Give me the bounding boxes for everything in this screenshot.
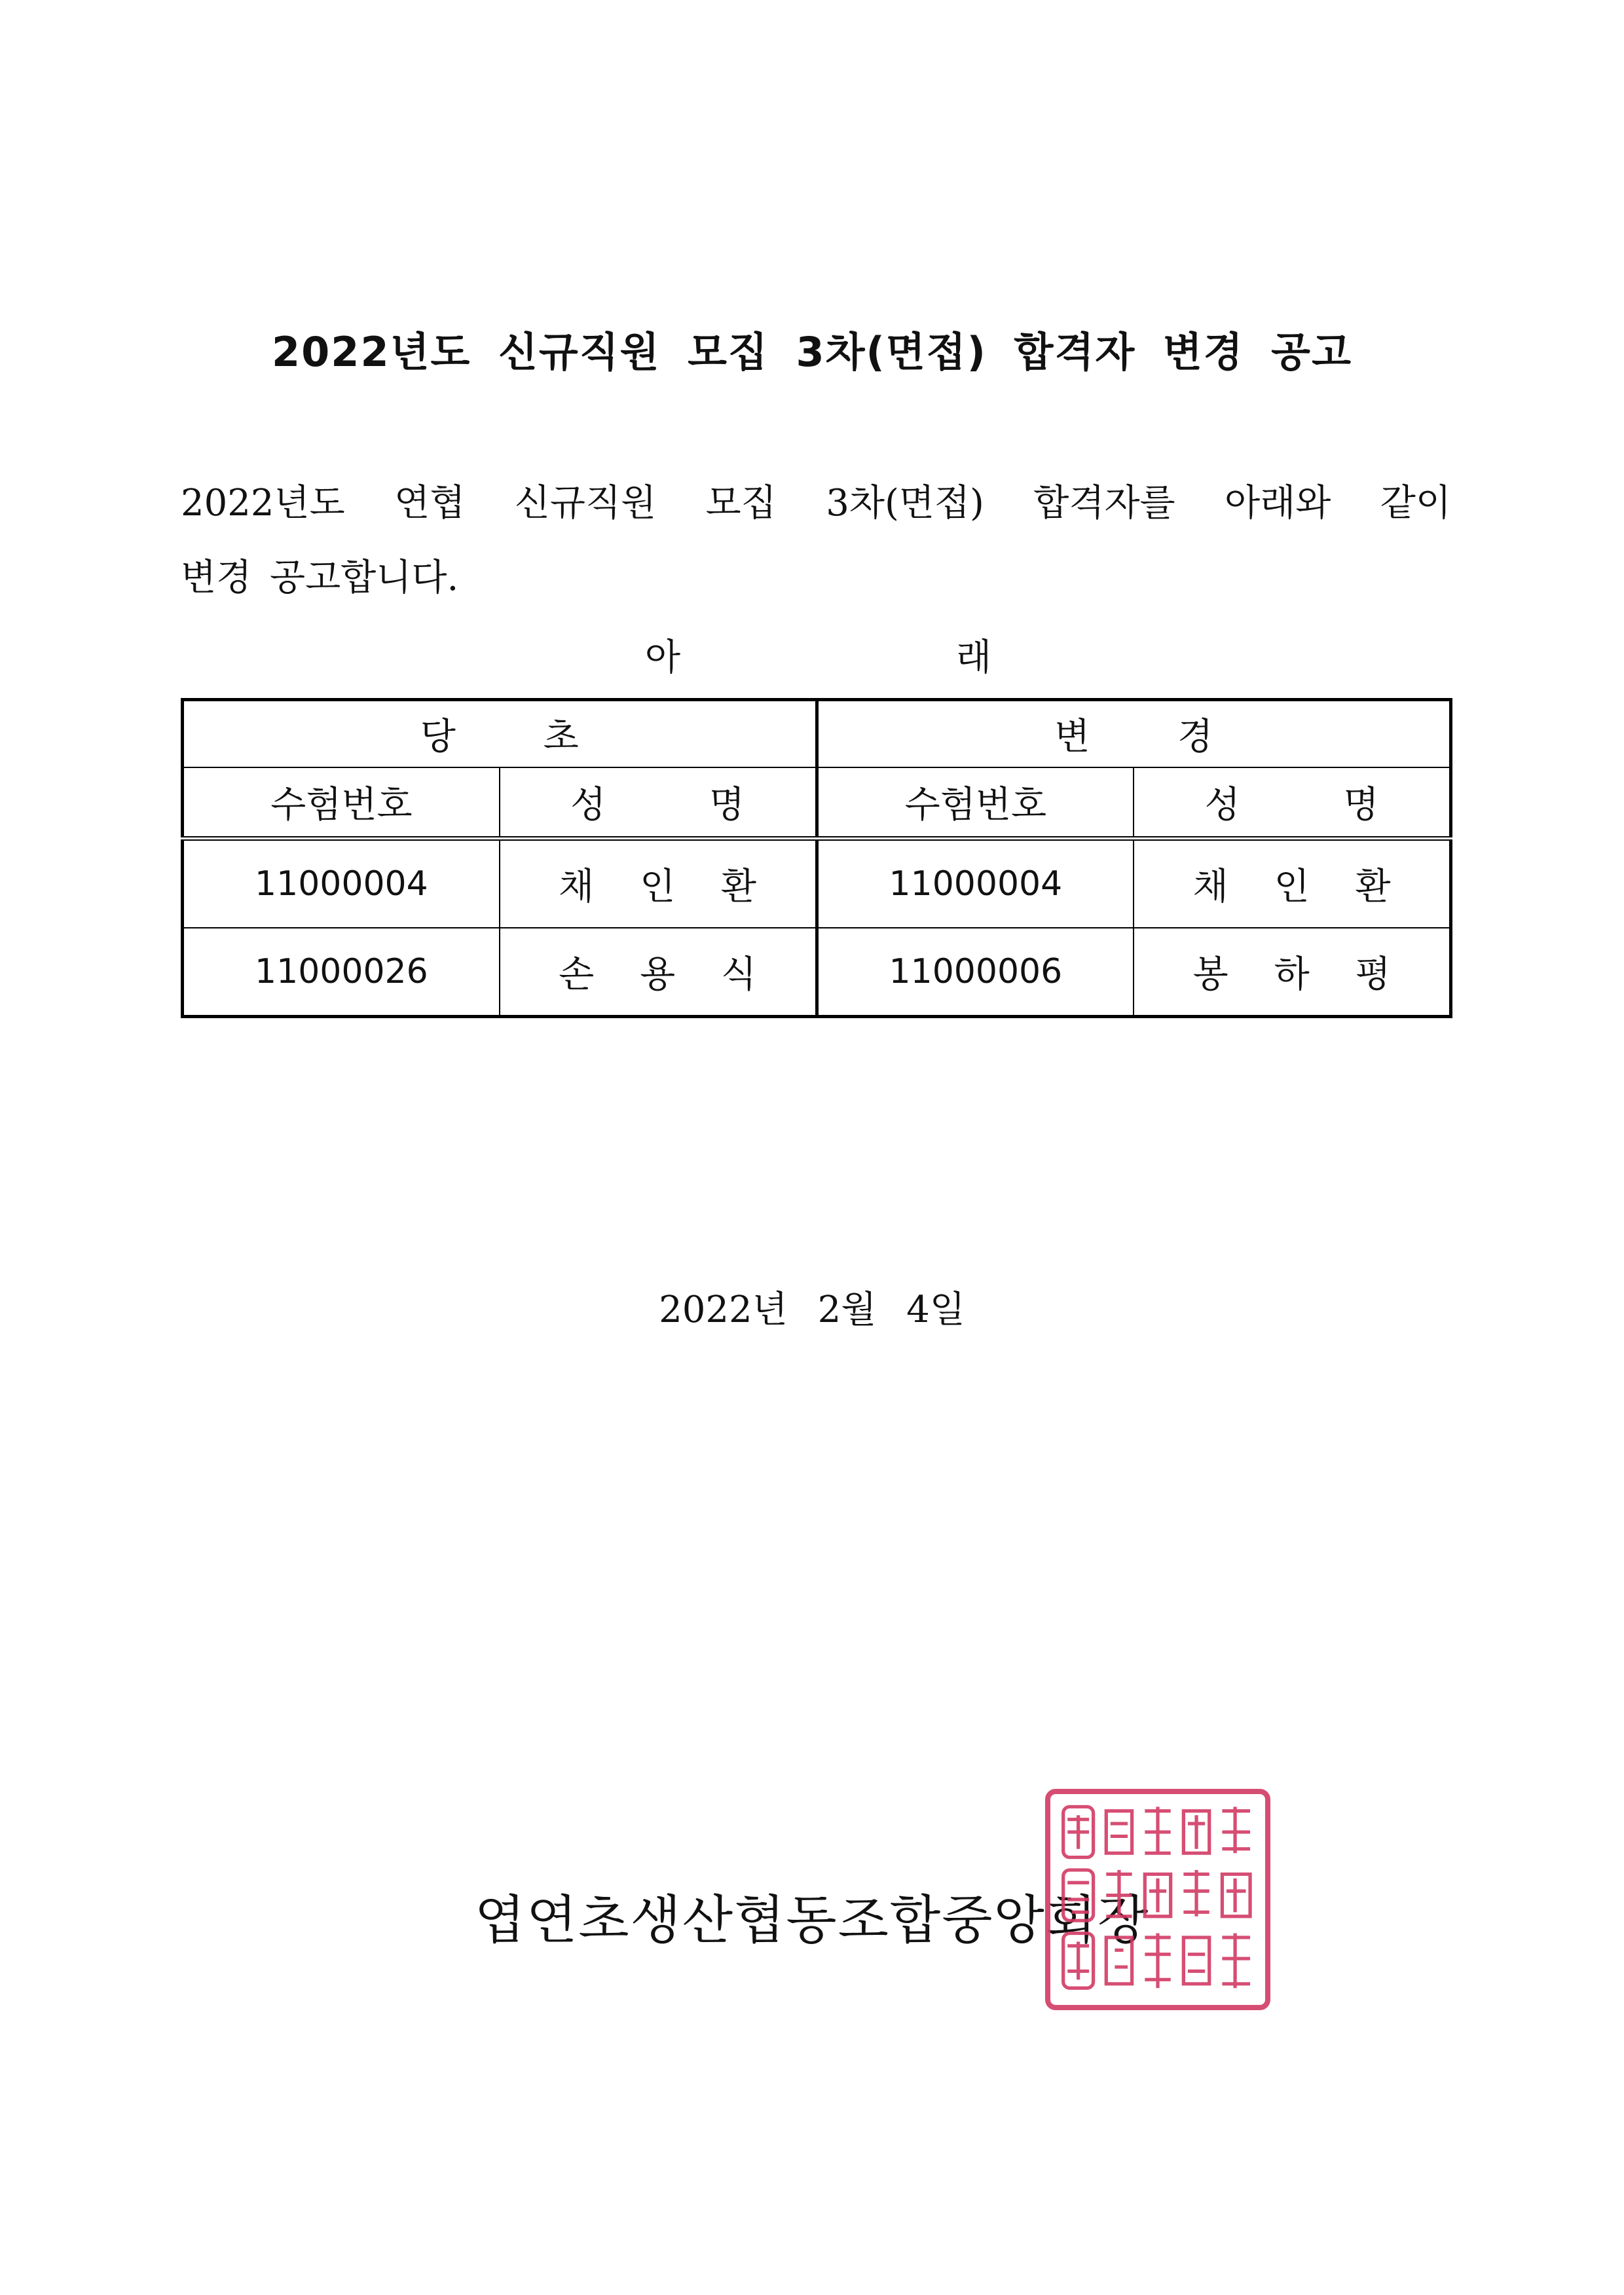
column-header-name: 성 명 bbox=[1134, 767, 1450, 839]
original-exam-number: 11000004 bbox=[183, 839, 500, 928]
column-header-exam-number: 수험번호 bbox=[817, 767, 1134, 839]
original-name: 손 용 식 bbox=[500, 928, 817, 1017]
intro-paragraph bbox=[181, 466, 1451, 615]
changed-exam-number: 11000006 bbox=[817, 928, 1134, 1017]
group-changed: 변 경 bbox=[817, 700, 1451, 768]
intro-line-1: 2022년도 연협 신규직원 모집 3차(면접) 합격자를 아래와 같이 bbox=[181, 482, 1451, 524]
seal-graphic bbox=[1050, 1794, 1265, 2005]
original-name: 채 인 환 bbox=[500, 839, 817, 928]
official-seal bbox=[1045, 1789, 1270, 2010]
page-title: 2022년도 신규직원 모집 3차(면접) 합격자 변경 공고 bbox=[272, 328, 1352, 376]
column-header-exam-number: 수험번호 bbox=[183, 767, 500, 839]
change-table bbox=[181, 698, 1452, 1018]
signer-name: 엽연초생산협동조합중앙회장 bbox=[474, 1890, 1150, 1951]
group-header-row bbox=[183, 700, 1451, 768]
notice-heading-left: 아 bbox=[645, 636, 681, 679]
changed-exam-number: 11000004 bbox=[817, 839, 1134, 928]
group-original: 당 초 bbox=[183, 700, 817, 768]
announcement-date: 2022년 2월 4일 bbox=[659, 1289, 965, 1331]
notice-heading-right: 래 bbox=[956, 636, 992, 679]
changed-name: 채 인 환 bbox=[1134, 839, 1450, 928]
table-row bbox=[183, 839, 1451, 928]
original-exam-number: 11000026 bbox=[183, 928, 500, 1017]
intro-line-2: 변경 공고합니다. bbox=[181, 557, 459, 599]
column-header-row bbox=[183, 767, 1451, 839]
table-row bbox=[183, 928, 1451, 1017]
column-header-name: 성 명 bbox=[500, 767, 817, 839]
changed-name: 봉 하 평 bbox=[1134, 928, 1450, 1017]
